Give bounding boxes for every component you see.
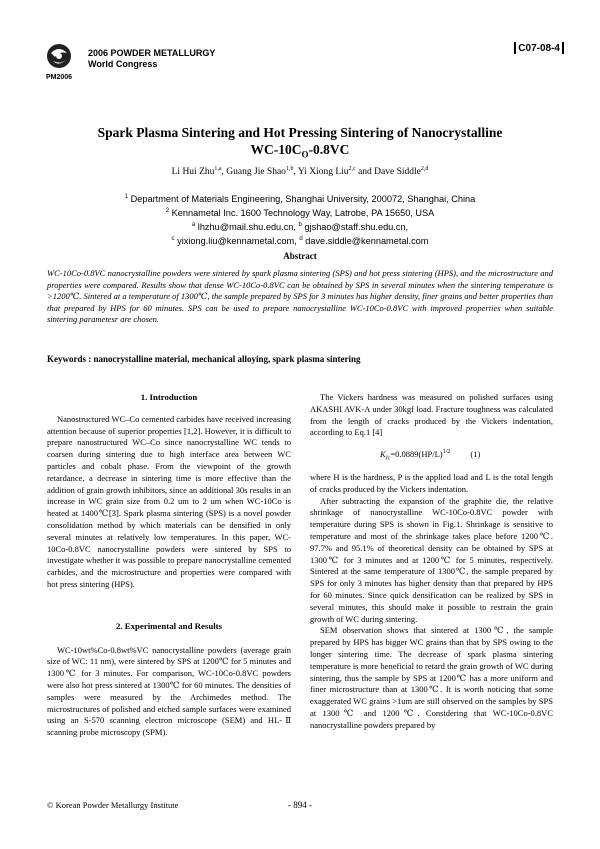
page-number: - 894 - [288, 800, 312, 810]
affiliation-text: Kennametal Inc. 1600 Technology Way, Latrobe, PA 15650, USA [171, 208, 435, 219]
email-line-1 [40, 219, 560, 233]
title-line-1: Spark Plasma Sintering and Hot Pressing Sintering of Nanocrystalline [97, 125, 503, 140]
author-sup: 1,a [214, 166, 222, 172]
event-line-1: 2006 POWDER METALLURGY [88, 48, 216, 58]
author-sup: 1,b [285, 166, 294, 172]
email-sup: a [191, 222, 196, 229]
author-name: Li Hui Zhu [171, 167, 215, 178]
affiliation-text: Department of Materials Engineering, Shanghai University, 200072, Shanghai, China [130, 194, 476, 205]
vickers-paragraph: The Vickers hardness was measured on polished surfaces using AKASHI AVK-A under 30kgf load. Fracture toughness was calculated from the length of cracks produced by the Vickers indentation, according to Eq.1 [4] [310, 392, 553, 438]
author-sup: 2,c [348, 166, 356, 172]
keywords: Keywords : nanocrystalline material, mechanical alloying, spark plasma sintering [47, 354, 361, 364]
affiliations [40, 191, 560, 247]
shrinkage-paragraph: After subtracting the expansion of the graphite die, the relative shrinkage of nanocrystalline WC-10Co-0.8VC powder with temperature during SPS is shown in Fig.1. Shrinkage is sensitive to temperature and most of the shrinkage takes place before 1200℃. 97.7% and 95.1% of theoretical density can be obtained by SPS at 1300℃ for 3 minutes and at 1200℃ for 5 minutes, respectively. Sintered at the same temperature of 1300℃, the sample prepared by SPS for only 3 minutes has higher density than that prepared by HPS for 60 minutes. Since quick densification can be realized by SPS in several minutes, this should make it possible to restrain the grain growth of WC during sintering. [310, 495, 553, 624]
where-paragraph: where H is the hardness, P is the applied load and L is the total length of cracks produced by the Vickers indentation. [310, 472, 553, 494]
section-heading-experimental: 2. Experimental and Results [115, 620, 223, 631]
experimental-paragraph: WC-10wt%Co-0.8wt%VC nanocrystalline powders (average grain size of WC: 11 nm), were sintered by SPS at 1200℃ for 5 minutes and 1300℃ for 3 minutes. For comparison, WC-10Co-0.8VC powders were also hot press sintered at 1300℃ for 60 minutes. The densities of samples were measured by the Archimedes method. The microstructures of polished and etched sample surfaces were examined using an S-570 scanning electron microscope (SEM) and HL-Ⅱ scanning probe microscopy (SPM). [47, 644, 291, 738]
section-heading-introduction: 1. Introduction [140, 392, 198, 402]
equation-lhs-sub: Ic [385, 455, 391, 462]
equation-lhs: K [380, 449, 386, 459]
code-bar-left [514, 42, 516, 54]
email-sup: b [298, 222, 302, 229]
author-name: Dave Siddle [374, 167, 421, 178]
title-line-2-pre: WC-10C [250, 142, 302, 157]
email-sup: c [171, 236, 175, 243]
paper-code-text: C07-08-4 [518, 42, 560, 54]
affiliation-1 [40, 191, 560, 205]
abstract-heading: Abstract [283, 251, 317, 261]
left-column [47, 392, 291, 739]
equation-rhs: =0.0889(HP/L) [390, 449, 443, 459]
copyright-notice: © Korean Powder Metallurgy Institute [47, 800, 179, 810]
logo-text: PM2006 [46, 74, 73, 81]
affiliation-2 [40, 205, 560, 219]
event-title [88, 48, 215, 70]
affiliation-sup: 2 [165, 208, 170, 215]
intro-paragraph: Nanostructured WC–Co cemented carbides have received increasing attention because of superior properties [1,2]. However, it is difficult to prepare nanostructured WC–Co since nanocrystalline WC tends to coarsen during sintering due to high interface area between WC particles and cobalt phase. From the viewpoint of the growth retardance, a decrease in sintering time is more effective than the addition of grain growth inhibitors, since an additional 30s results in an increase in WC grain size from 0.2 um to 2 um when WC-10Co is heated at 1400℃[3]. Spark plasma sintering (SPS) is a novel powder consolidation method by which materials can be densified in only several minutes at relatively low temperatures. In this paper, WC-10Co-0.8VC nanocrystalline powders were sintered by SPS to investigate whether it was possible to prepare nanocrystalline cemented carbides, and the microstructure and properties were compared with hot press sintering (HPS). [47, 413, 291, 589]
title-line-2 [40, 141, 560, 164]
email-link[interactable]: gjshao@staff.shu.edu.cn, [304, 222, 409, 233]
author-name: Yi Xiong Liu [297, 167, 349, 178]
email-link[interactable]: yixiong.liu@kennametal.com, [177, 236, 297, 247]
author-sup: 2,d [420, 166, 429, 172]
title-line-2-post: -0.8VC [308, 142, 350, 157]
email-link[interactable]: lhzhu@mail.shu.edu.cn, [197, 222, 296, 233]
code-bar-right [562, 42, 564, 54]
sem-paragraph: SEM observation shows that sintered at 1300℃, the sample prepared by HPS has bigger WC grains than that by SPS owing to the longer sintering time. The decrease of spark plasma sintering temperature is more beneficial to retard the grain growth of WC during sintering, thus the sample by SPS at 1200℃ has a more uniform and finer microstructure than at 1300℃. It is worth noticing that some exaggerated WC grains >1um are still observed on the samples by SPS at 1300℃ and 1200℃. Considering that WC-10Co-0.8VC nanocrystalline powders prepared by [310, 625, 553, 730]
equation-sup: 1/2 [442, 449, 451, 456]
title-line-2-sub: O [301, 149, 309, 160]
right-column-continued [310, 472, 553, 732]
pm2006-logo [45, 43, 73, 75]
email-sup: d [299, 236, 303, 243]
paper-code [512, 42, 566, 54]
paper-title [40, 124, 560, 164]
author-name: Guang Jie Shao [226, 167, 286, 178]
abstract-text: WC-10Co-0.8VC nanocrystalline powders were sintered by spark plasma sintering (SPS) and hot press sintering (HPS), and the microstructure and properties were compared. Results show that dense WC-10Co-0.8VC can be obtained by SPS in several minutes when the sintering temperature is >1200℃. Sintered at a temperature of 1300℃, the sample prepared by SPS for 3 minutes has higher density, finer grains and better properties than that prepared by HPS for 60 minutes. SPS can be used to prepare nanocrystalline WC-10Co-0.8VC with improved properties when suitable sintering parametesr are chosen. [47, 268, 553, 324]
equation-number: (1) [470, 449, 481, 459]
equation-1 [380, 449, 480, 462]
right-column [310, 392, 553, 439]
event-line-2: World Congress [88, 59, 158, 69]
affiliation-sup: 1 [124, 194, 129, 200]
author-list: Li Hui Zhu$^{1,a}$, Guang Jie Shao$^{1,b}$, Yi Xiong Liu$^{2,c}$ and Dave Siddle$^{2,d}$ [171, 166, 429, 178]
email-line-2 [40, 233, 560, 247]
email-link[interactable]: dave.siddle@kennametal.com [305, 236, 429, 247]
